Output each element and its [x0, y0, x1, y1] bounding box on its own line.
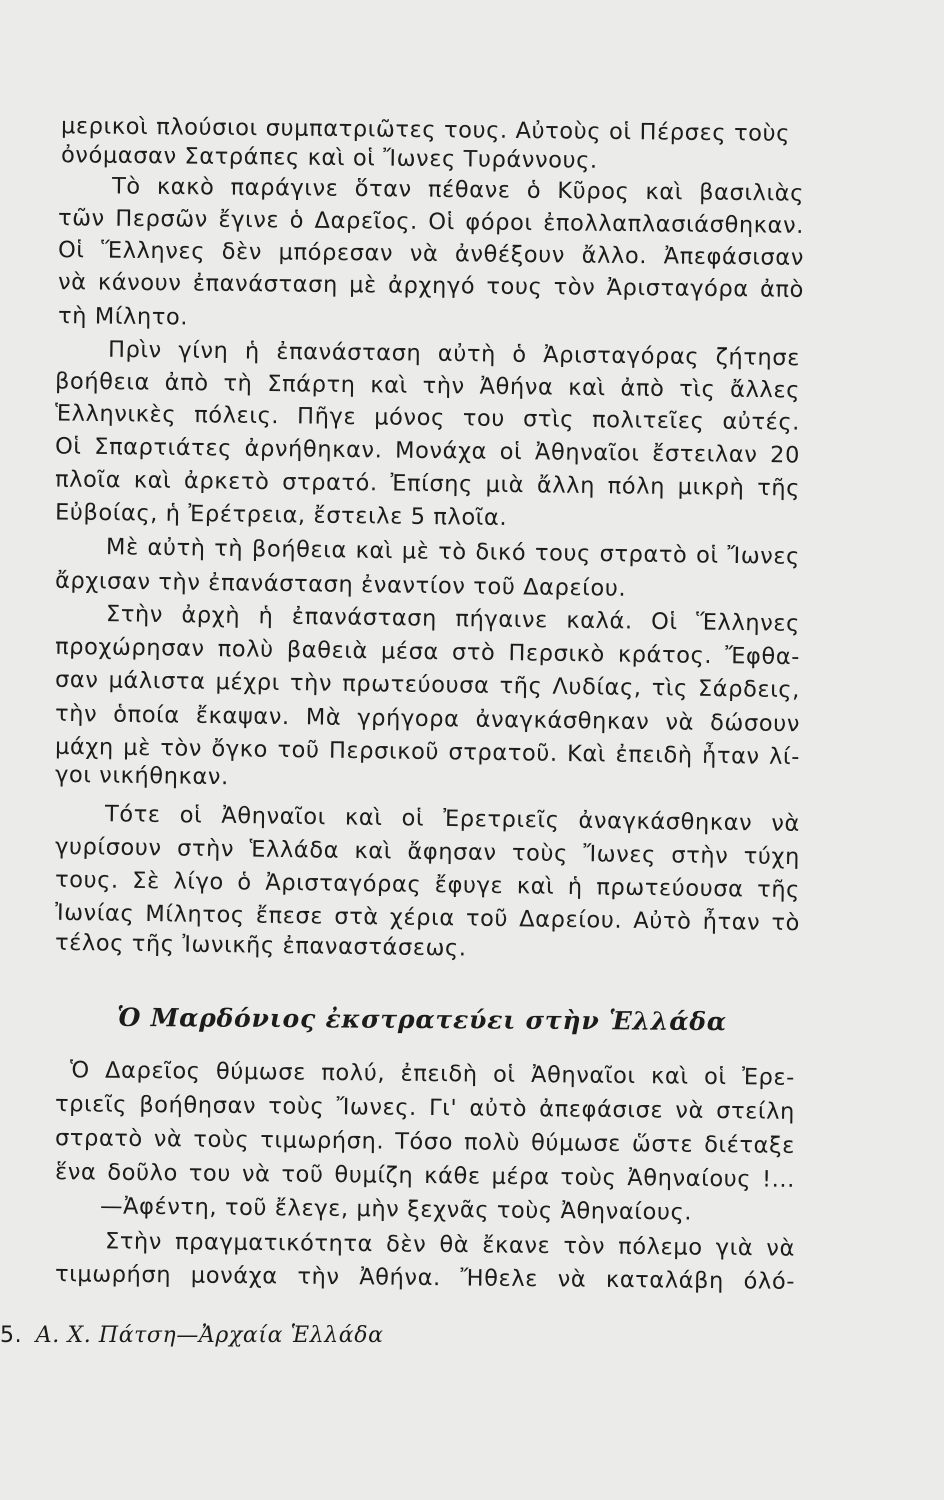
text-line: τέλος τῆς Ἰωνικῆς ἐπαναστάσεως. [54, 929, 467, 962]
text-line: ἄρχισαν τὴν ἐπανάσταση ἐναντίον τοῦ Δαρείου. [54, 567, 627, 602]
text-line: μάχη μὲ τὸν ὄγκο τοῦ Περσικοῦ στρατοῦ. Καὶ ἐπειδὴ ἦταν λί- [54, 733, 801, 771]
text-line: Ὁ Δαρεῖος θύμωσε πολύ, ἐπειδὴ οἱ Ἀθηναῖοι καὶ οἱ Ἐρε- [69, 1057, 796, 1091]
text-line: στρατὸ νὰ τοὺς τιμωρήση. Τόσο πολὺ θύμωσε ὥστε διέταξε [54, 1125, 796, 1159]
text-line: ὀνόμασαν Σατράπες καὶ οἱ Ἴωνες Τυράννους. [60, 142, 598, 174]
text-line: —Ἀφέντη, τοῦ ἔλεγε, μὴν ξεχνᾶς τοὺς Ἀθηναίους. [99, 1193, 693, 1226]
text-line: Πρὶν γίνη ἡ ἐπανάσταση αὐτὴ ὁ Ἀρισταγόρας ζήτησε [107, 336, 801, 372]
text-line: Ἑλληνικὲς πόλεις. Πῆγε μόνος του στὶς πολιτεῖες αὐτές. [54, 400, 801, 436]
text-line: τὴ Μίλητο. [57, 303, 189, 331]
text-line: τῶν Περσῶν ἔγινε ὁ Δαρεῖος. Οἱ φόροι ἐπολλαπλασιάσθηκαν. [57, 205, 805, 239]
text-line: Εὐβοίας, ἡ Ἐρέτρεια, ἔστειλε 5 πλοῖα. [54, 499, 508, 531]
signature-number: 5. [0, 1323, 23, 1348]
text-line: Ἰωνίας Μίλητος ἔπεσε στὰ χέρια τοῦ Δαρείου. Αὐτὸ ἦταν τὸ [54, 899, 801, 937]
text-line: σαν μάλιστα μέχρι τὴν πρωτεύουσα τῆς Λυδίας, τὶς Σάρδεις, [54, 666, 801, 704]
text-line: Οἱ Σπαρτιάτες ἀρνήθηκαν. Μονάχα οἱ Ἀθηναῖοι ἔστειλαν 20 [54, 433, 801, 469]
text-line: Μὲ αὐτὴ τὴ βοήθεια καὶ μὲ τὸ δικό τους στρατὸ οἱ Ἴωνες [105, 534, 801, 570]
text-line: βοήθεια ἀπὸ τὴ Σπάρτη καὶ τὴν Ἀθήνα καὶ ἀπὸ τὶς ἄλλες [54, 368, 801, 404]
text-line: τριεῖς βοήθησαν τοὺς Ἴωνες. Γι' αὐτὸ ἀπεφάσισε νὰ στείλη [54, 1091, 796, 1125]
text-line: προχώρησαν πολὺ βαθειὰ μέσα στὸ Περσικὸ κράτος. Ἔφθα- [54, 633, 801, 671]
footer-text: Α. Χ. Πάτση—Ἀρχαία Ἑλλάδα [35, 1323, 384, 1348]
footer-signature-mark [0, 1322, 384, 1350]
text-line: ἕνα δοῦλο του νὰ τοῦ θυμίζη κάθε μέρα τοὺς Ἀθηναίους !... [54, 1159, 796, 1193]
text-line: τὴν ὁποία ἔκαψαν. Μὰ γρήγορα ἀναγκάσθηκαν νὰ δώσουν [54, 700, 801, 738]
text-line: μερικοὶ πλούσιοι συμπατριῶτες τους. Αὐτοὺς οἱ Πέρσες τοὺς [60, 113, 791, 147]
text-line: γοι νικήθηκαν. [54, 761, 229, 791]
section-heading: Ὁ Μαρδόνιος ἐκστρατεύει στὴν Ἑλλάδα [116, 1002, 727, 1037]
text-line: Τὸ κακὸ παράγινε ὅταν πέθανε ὁ Κῦρος καὶ βασιλιὰς [111, 173, 805, 207]
text-line: νὰ κάνουν ἐπανάσταση μὲ ἀρχηγό τους τὸν Ἀρισταγόρα ἀπὸ [57, 269, 805, 303]
text-line: τιμωρήση μονάχα τὴν Ἀθήνα. Ἤθελε νὰ καταλάβη όλό- [54, 1261, 796, 1295]
text-line: πλοῖα καὶ ἀρκετὸ στρατό. Ἐπίσης μιὰ ἄλλη πόλη μικρὴ τῆς [54, 466, 801, 502]
text-line: τους. Σὲ λίγο ὁ Ἀρισταγόρας ἔφυγε καὶ ἡ πρωτεύουσα τῆς [54, 866, 801, 904]
text-line: Στὴν πραγματικότητα δὲν θὰ ἔκανε τὸν πόλεμο γιὰ νὰ [104, 1228, 796, 1262]
text-line: γυρίσουν στὴν Ἑλλάδα καὶ ἄφησαν τοὺς Ἴωνες στὴν τύχη [54, 833, 801, 871]
text-line: Τότε οἱ Ἀθηναῖοι καὶ οἱ Ἐρετριεῖς ἀναγκάσθηκαν νὰ [104, 801, 801, 837]
text-line: Στὴν ἀρχὴ ἡ ἐπανάσταση πήγαινε καλά. Οἱ Ἕλληνες [105, 601, 801, 637]
text-line: Οἱ Ἕλληνες δὲν μπόρεσαν νὰ ἀνθέξουν ἄλλο. Ἀπεφάσισαν [57, 237, 805, 271]
